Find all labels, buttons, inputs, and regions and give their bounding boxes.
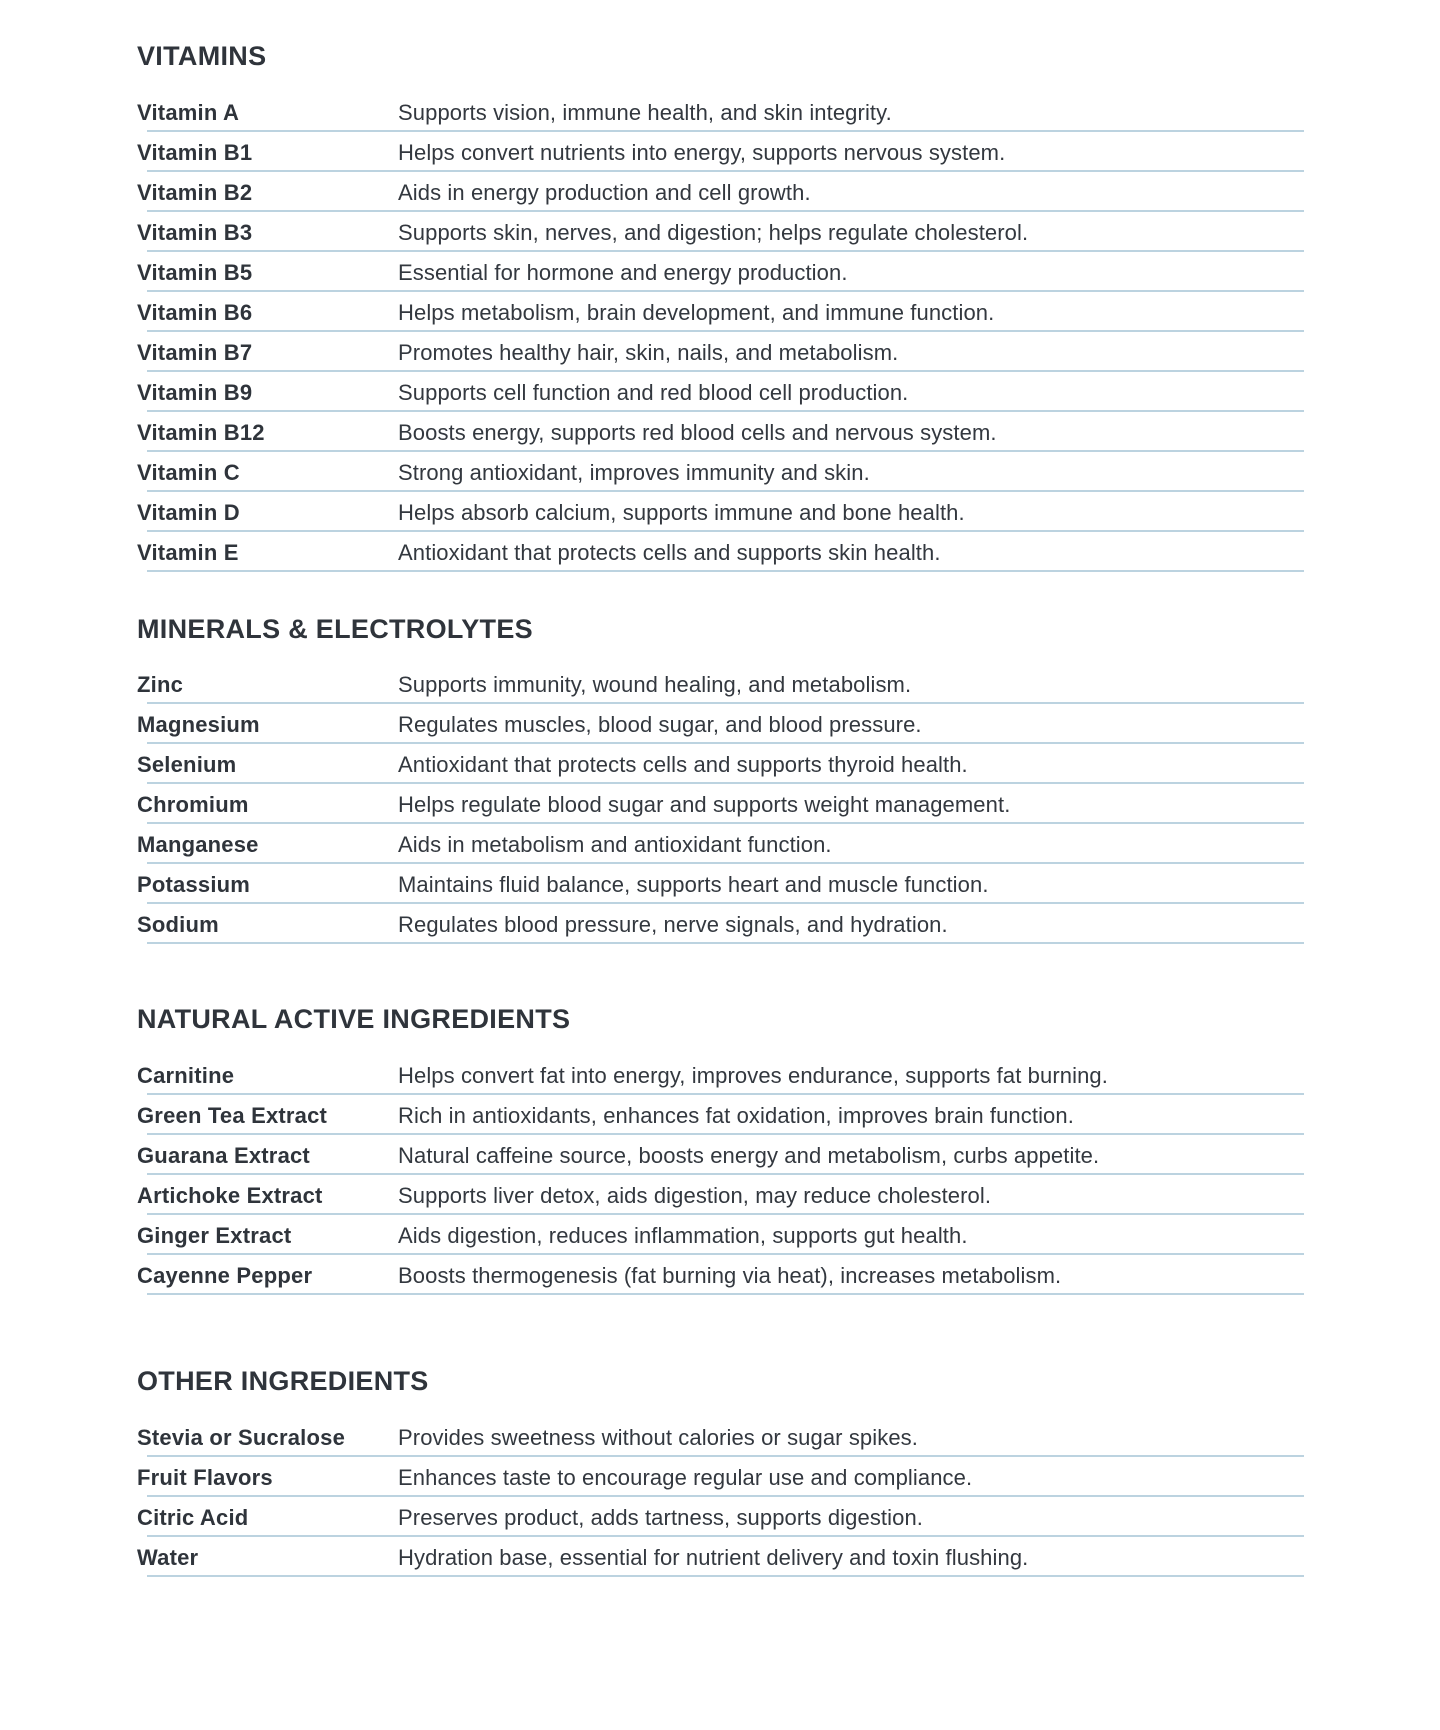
ingredient-name: Citric Acid xyxy=(137,1505,249,1530)
ingredient-name: Vitamin B9 xyxy=(137,380,253,405)
list-item xyxy=(0,412,1440,452)
list-item xyxy=(0,172,1440,212)
list-item xyxy=(0,372,1440,412)
ingredient-name: Vitamin B3 xyxy=(137,220,253,245)
list-item xyxy=(0,452,1440,492)
ingredient-name: Artichoke Extract xyxy=(137,1183,323,1208)
ingredient-description: Boosts energy, supports red blood cells and nervous system. xyxy=(398,420,997,445)
ingredient-description: Aids in energy production and cell growth. xyxy=(398,180,811,205)
ingredient-description: Helps absorb calcium, supports immune and bone health. xyxy=(398,500,965,525)
list-item xyxy=(0,332,1440,372)
ingredient-description: Boosts thermogenesis (fat burning via heat), increases metabolism. xyxy=(398,1263,1062,1288)
ingredient-name: Stevia or Sucralose xyxy=(137,1425,346,1450)
ingredient-name: Vitamin A xyxy=(137,100,240,125)
ingredient-description: Supports liver detox, aids digestion, may reduce cholesterol. xyxy=(398,1183,992,1208)
section-heading: MINERALS & ELECTROLYTES xyxy=(137,614,533,644)
ingredient-description: Helps convert fat into energy, improves endurance, supports fat burning. xyxy=(398,1063,1108,1088)
list-item xyxy=(0,1417,1440,1457)
ingredient-name: Sodium xyxy=(137,912,219,937)
ingredient-name: Vitamin B2 xyxy=(137,180,253,205)
list-item xyxy=(0,252,1440,292)
ingredient-name: Fruit Flavors xyxy=(137,1465,273,1490)
ingredient-description: Preserves product, adds tartness, supports digestion. xyxy=(398,1505,924,1530)
ingredient-name: Guarana Extract xyxy=(137,1143,310,1168)
ingredient-description: Regulates blood pressure, nerve signals, and hydration. xyxy=(398,912,948,937)
list-item xyxy=(0,1255,1440,1295)
ingredient-name: Vitamin C xyxy=(137,460,240,485)
ingredient-description: Antioxidant that protects cells and supports skin health. xyxy=(398,540,941,565)
ingredient-name: Green Tea Extract xyxy=(137,1103,328,1128)
ingredient-list xyxy=(0,1417,1440,1577)
ingredient-name: Vitamin D xyxy=(137,500,240,525)
ingredient-description: Helps regulate blood sugar and supports weight management. xyxy=(398,792,1011,817)
ingredient-description: Helps metabolism, brain development, and immune function. xyxy=(398,300,995,325)
list-item xyxy=(0,92,1440,132)
section-heading: VITAMINS xyxy=(137,41,267,71)
list-item xyxy=(0,744,1440,784)
ingredient-description: Strong antioxidant, improves immunity and skin. xyxy=(398,460,870,485)
ingredient-description: Supports skin, nerves, and digestion; helps regulate cholesterol. xyxy=(398,220,1029,245)
ingredient-description: Enhances taste to encourage regular use and compliance. xyxy=(398,1465,973,1490)
ingredient-name: Magnesium xyxy=(137,712,260,737)
list-item xyxy=(0,1215,1440,1255)
ingredient-description: Hydration base, essential for nutrient delivery and toxin flushing. xyxy=(398,1545,1029,1570)
ingredient-description: Rich in antioxidants, enhances fat oxidation, improves brain function. xyxy=(398,1103,1074,1128)
list-item xyxy=(0,904,1440,944)
ingredient-description: Helps convert nutrients into energy, supports nervous system. xyxy=(398,140,1006,165)
list-item xyxy=(0,1055,1440,1095)
ingredient-description: Promotes healthy hair, skin, nails, and metabolism. xyxy=(398,340,899,365)
ingredient-list xyxy=(0,664,1440,944)
ingredient-description: Maintains fluid balance, supports heart and muscle function. xyxy=(398,872,989,897)
list-item xyxy=(0,704,1440,744)
ingredient-name: Manganese xyxy=(137,832,259,857)
list-item xyxy=(0,1497,1440,1537)
list-item xyxy=(0,532,1440,572)
ingredient-list xyxy=(0,92,1440,572)
ingredient-name: Selenium xyxy=(137,752,237,777)
ingredient-description: Supports vision, immune health, and skin integrity. xyxy=(398,100,892,125)
ingredient-name: Ginger Extract xyxy=(137,1223,292,1248)
list-item xyxy=(0,212,1440,252)
ingredient-name: Vitamin E xyxy=(137,540,239,565)
ingredient-name: Vitamin B12 xyxy=(137,420,265,445)
ingredient-name: Vitamin B1 xyxy=(137,140,253,165)
ingredient-description: Provides sweetness without calories or sugar spikes. xyxy=(398,1425,918,1450)
ingredient-name: Carnitine xyxy=(137,1063,235,1088)
ingredient-name: Potassium xyxy=(137,872,251,897)
ingredient-description: Aids in metabolism and antioxidant function. xyxy=(398,832,832,857)
section-heading: NATURAL ACTIVE INGREDIENTS xyxy=(137,1004,571,1034)
list-item xyxy=(0,784,1440,824)
ingredient-description: Natural caffeine source, boosts energy and metabolism, curbs appetite. xyxy=(398,1143,1100,1168)
list-item xyxy=(0,1457,1440,1497)
list-item xyxy=(0,1537,1440,1577)
list-item xyxy=(0,1175,1440,1215)
ingredient-description: Essential for hormone and energy production. xyxy=(398,260,848,285)
list-item xyxy=(0,1135,1440,1175)
ingredient-description: Supports cell function and red blood cell production. xyxy=(398,380,909,405)
list-item xyxy=(0,492,1440,532)
list-item xyxy=(0,864,1440,904)
ingredient-list xyxy=(0,1055,1440,1295)
list-item xyxy=(0,824,1440,864)
ingredient-name: Water xyxy=(137,1545,199,1570)
ingredient-name: Vitamin B6 xyxy=(137,300,253,325)
ingredient-name: Vitamin B7 xyxy=(137,340,253,365)
ingredient-name: Cayenne Pepper xyxy=(137,1263,313,1288)
ingredient-name: Vitamin B5 xyxy=(137,260,253,285)
ingredient-description: Antioxidant that protects cells and supports thyroid health. xyxy=(398,752,968,777)
ingredient-name: Zinc xyxy=(137,672,184,697)
ingredient-description: Aids digestion, reduces inflammation, supports gut health. xyxy=(398,1223,968,1248)
section-heading: OTHER INGREDIENTS xyxy=(137,1366,429,1396)
list-item xyxy=(0,132,1440,172)
list-item xyxy=(0,292,1440,332)
list-item xyxy=(0,1095,1440,1135)
ingredient-description: Supports immunity, wound healing, and metabolism. xyxy=(398,672,912,697)
ingredient-name: Chromium xyxy=(137,792,249,817)
list-item xyxy=(0,664,1440,704)
ingredient-description: Regulates muscles, blood sugar, and blood pressure. xyxy=(398,712,922,737)
